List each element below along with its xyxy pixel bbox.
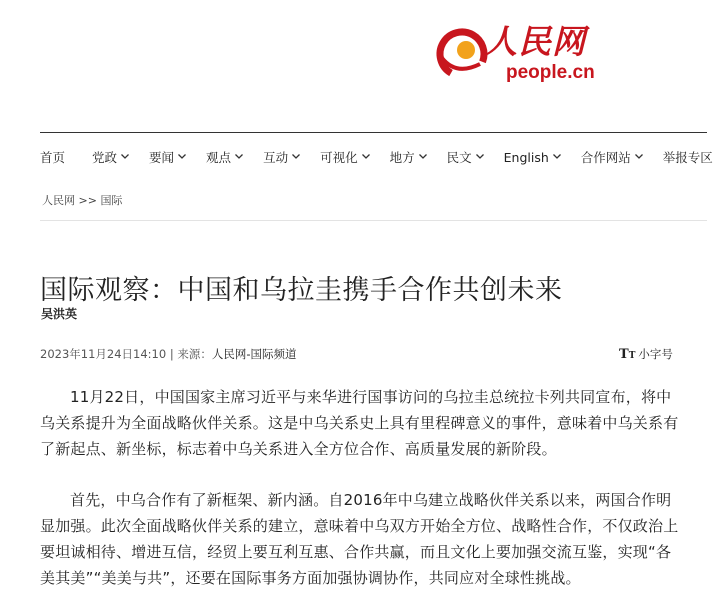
source-prefix: | 来源： (166, 347, 212, 361)
header-divider (40, 132, 707, 133)
nav-item[interactable] (40, 148, 65, 166)
nav-item[interactable] (263, 148, 301, 166)
breadcrumb-home[interactable]: 人民网 (42, 194, 75, 207)
breadcrumb-divider (40, 220, 707, 221)
nav-item-label: 党政 (92, 150, 118, 165)
chevron-down-icon (361, 151, 371, 161)
breadcrumb (42, 192, 122, 208)
article-date: 2023年11月24日14:10 (40, 347, 167, 361)
logo-mark-icon (436, 28, 488, 80)
nav-item[interactable] (581, 148, 644, 166)
font-size-icon: TT (619, 346, 636, 362)
breadcrumb-separator: >> (75, 194, 101, 207)
article-source-link[interactable]: 人民网-国际频道 (211, 347, 297, 361)
chevron-down-icon (291, 151, 301, 161)
nav-item-label: 地方 (389, 150, 415, 165)
people-cn-logo[interactable] (436, 20, 616, 90)
chevron-down-icon (634, 151, 644, 161)
font-size-label: 小字号 (638, 347, 673, 361)
nav-item[interactable] (92, 148, 130, 166)
article-author: 吴洪英 (41, 307, 78, 321)
main-nav (40, 145, 713, 169)
nav-item-label: 可视化 (320, 150, 358, 165)
nav-item[interactable] (447, 148, 485, 166)
nav-item-label: 举报专区 (662, 150, 713, 165)
nav-item-label: 互动 (263, 150, 289, 165)
nav-item-label: 要闻 (149, 150, 175, 165)
chevron-down-icon (234, 151, 244, 161)
nav-item[interactable] (149, 148, 187, 166)
article-meta (40, 346, 297, 362)
nav-item-label: 观点 (206, 150, 232, 165)
chevron-down-icon (120, 151, 130, 161)
nav-item-label: 民文 (446, 150, 472, 165)
article-title: 国际观察：中国和乌拉圭携手合作共创未来 (40, 275, 563, 307)
breadcrumb-section[interactable]: 国际 (100, 194, 123, 207)
nav-item[interactable] (390, 148, 428, 166)
chevron-down-icon (418, 151, 428, 161)
nav-item-label: 合作网站 (580, 150, 631, 165)
nav-item[interactable] (504, 150, 562, 165)
nav-item-label: 首页 (40, 150, 66, 165)
font-size-toggle[interactable] (619, 346, 673, 362)
nav-item[interactable] (206, 148, 244, 166)
article-paragraph: 11月22日，中国国家主席习近平与来华进行国事访问的乌拉圭总统拉卡列共同宣布，将中乌关系提升为全面战略伙伴关系。这是中乌关系史上具有里程碑意义的事件，意味着中乌关系有了新起点、新坐标，标志着中乌关系进入全方位合作、高质量发展的新阶段。 (40, 388, 679, 458)
logo-text-cn: 人民网 (484, 22, 586, 61)
nav-item[interactable] (663, 148, 713, 166)
article-paragraph: 首先，中乌合作有了新框架、新内涵。自2016年中乌建立战略伙伴关系以来，两国合作明显加强。此次全面战略伙伴关系的建立，意味着中乌双方开始全方位、战略性合作，不仅政治上要坦诚相待、增进互信，经贸上要互利互惠、合作共赢，而且文化上要加强交流互鉴，实现“各美其美”“美美与共”，还要在国际事务方面加强协调协作，共同应对全球性挑战。 (40, 491, 679, 587)
chevron-down-icon (475, 151, 485, 161)
nav-item-label: English (503, 149, 549, 165)
nav-item[interactable] (320, 148, 371, 166)
logo-text-en: people.cn (506, 62, 595, 83)
chevron-down-icon (177, 151, 187, 161)
chevron-down-icon (552, 151, 562, 161)
